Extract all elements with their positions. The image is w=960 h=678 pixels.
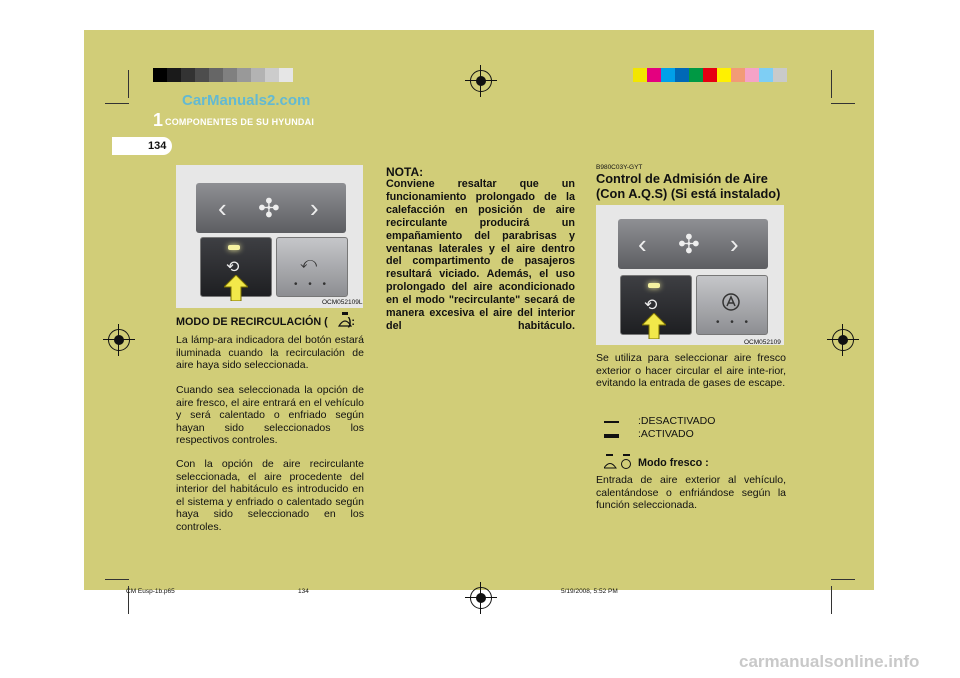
yellow-arrow-icon — [642, 313, 666, 339]
chevron-right-icon: › — [730, 229, 739, 259]
led-off-symbol — [604, 421, 619, 423]
registration-mark — [832, 329, 854, 351]
aqs-button-photo — [596, 205, 784, 345]
crop-mark — [831, 579, 855, 580]
grayscale-calibration-bar — [153, 68, 293, 82]
reference-code: B980C03Y-GYT — [596, 164, 643, 171]
section-title: Control de Admisión de Aire (Con A.Q.S) (Si está instalado) — [596, 171, 781, 201]
note-body: Conviene resaltar que un funcionamiento prolongado de la calefacción en posición de aire recirculante producirá un empañamiento del parabrisas y ventanas laterales y el aire dentro del compartimento de pasajeros resultará viciado. Además, el uso prolongado del aire acondicionado en el modo "recirculante" secará de manera excesiva el aire del interior del habitáculo. — [386, 178, 575, 332]
fresh-mode-heading: Modo fresco : — [638, 457, 709, 469]
registration-mark — [470, 70, 492, 92]
footer-page: 134 — [298, 588, 309, 595]
recirculation-para-1: La lámp-ara indicadora del botón estará iluminada cuando la recirculación de aire haya sido seleccionada. — [176, 334, 364, 372]
recirculation-para-2: Cuando sea seleccionada la opción de aire fresco, el aire entrará en el vehículo y será calentado o enfriado según hayan sido seleccionados los respectivos controles. — [176, 384, 364, 447]
photo-code: OCM052109 — [744, 339, 781, 346]
footer-timestamp: 5/19/2008, 5:52 PM — [561, 588, 618, 595]
indicator-led — [648, 283, 660, 288]
crop-mark — [831, 103, 855, 104]
note-title: NOTA: — [386, 165, 424, 179]
chapter-number: 1 — [153, 110, 164, 130]
fan-icon: ✣ — [678, 229, 700, 259]
chapter-title: COMPONENTES DE SU HYUNDAI — [165, 117, 315, 127]
photo-code: OCM052109L — [322, 299, 363, 306]
recirculation-button-photo — [176, 165, 363, 308]
button-dots: • • • — [716, 317, 753, 328]
led-on-symbol — [604, 434, 619, 438]
fan-icon: ✣ — [258, 193, 280, 223]
fresh-mode-body: Entrada de aire exterior al vehículo, calentándose o enfriándose según la función seleccionada. — [596, 474, 786, 512]
recirculation-heading: MODO DE RECIRCULACIÓN ( ): — [176, 316, 355, 328]
yellow-arrow-icon — [224, 275, 248, 301]
legend-off: :DESACTIVADO — [638, 415, 716, 427]
recirculation-icon: ⟲ — [226, 259, 240, 276]
footer-file: CM Eusp-1b.p65 — [126, 588, 175, 595]
watermark-top: CarManuals2.com — [182, 92, 311, 109]
chevron-right-icon: › — [310, 193, 319, 223]
legend-on: :ACTIVADO — [638, 428, 694, 440]
crop-mark — [831, 586, 832, 614]
watermark-bottom: carmanualsonline.info — [739, 652, 920, 671]
fresh-air-icon: ⟲ — [644, 297, 658, 314]
registration-mark — [108, 329, 130, 351]
fresh-mode-icons — [604, 454, 634, 470]
indicator-led — [228, 245, 240, 250]
button-dots: • • • — [294, 279, 331, 290]
chevron-left-icon: ‹ — [638, 229, 647, 259]
aqs-intro: Se utiliza para seleccionar aire fresco exterior o hacer circular el aire inte-rior, evitando la entrada de gases de escape. — [596, 352, 786, 390]
page-number: 134 — [148, 140, 167, 152]
registration-mark — [470, 587, 492, 609]
chevron-left-icon: ‹ — [218, 193, 227, 223]
crop-mark — [105, 579, 129, 580]
color-calibration-bar — [633, 68, 787, 82]
recirculation-symbol-icon — [337, 312, 353, 328]
crop-mark — [831, 70, 832, 98]
aqs-icon — [722, 293, 740, 311]
fresh-air-icon: ⤺ — [300, 255, 318, 272]
crop-mark — [105, 103, 129, 104]
crop-mark — [128, 70, 129, 98]
recirculation-para-3: Con la opción de aire recirculante seleccionada, el aire procedente del interior del habitáculo es introducido en el sistema y enfriado o calentado según haya sido seleccionado en los controles. — [176, 458, 364, 533]
